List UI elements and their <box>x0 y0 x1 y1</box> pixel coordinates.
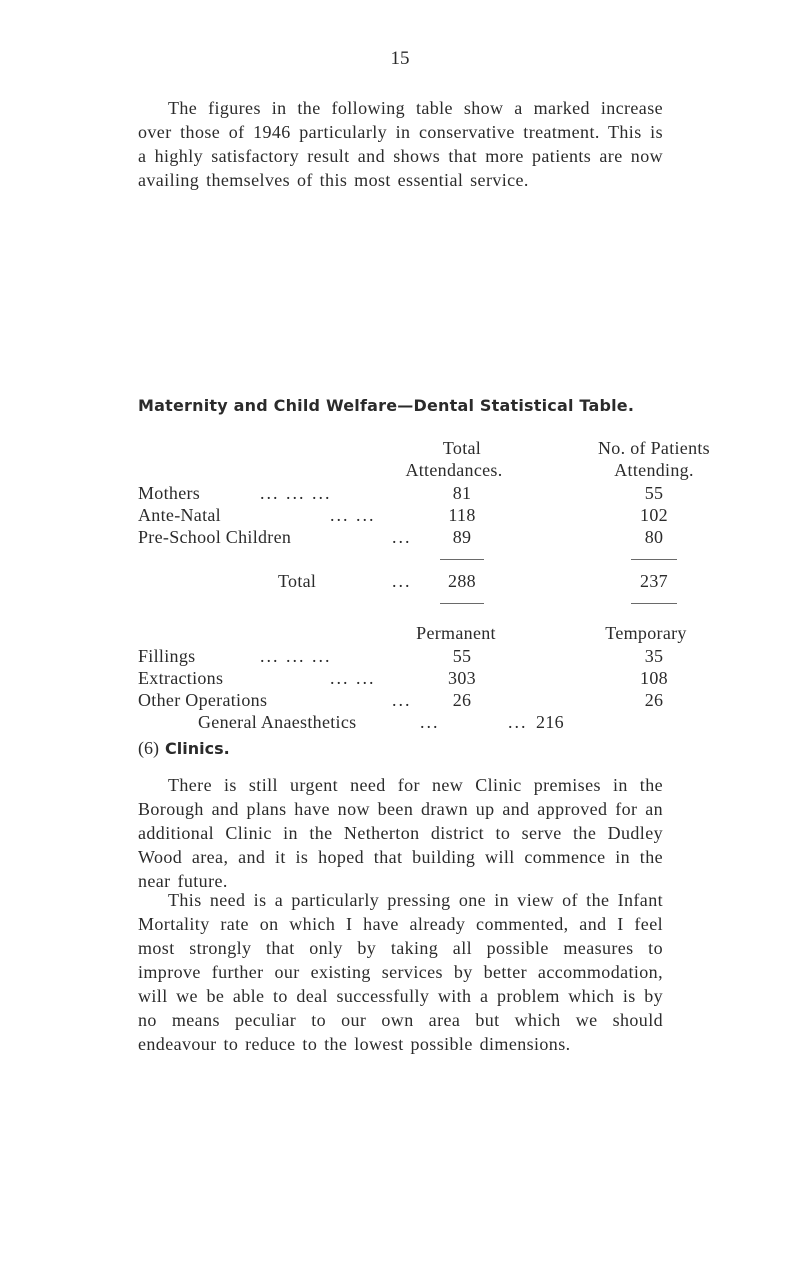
row-leader: ... <box>392 527 412 547</box>
row-leader: ... ... <box>330 668 376 688</box>
header-patients-2: Attending. <box>614 460 694 480</box>
row-permanent: 303 <box>448 668 476 688</box>
clinics-paragraph-1: There is still urgent need for new Clinic premises in the Borough and plans have now been drawn up and approved for an additional Clinic in the Netherton district to serve the Dudley Wood area, and it is hoped that building will commence in the near future. <box>138 775 663 891</box>
total-attendances: 288 <box>448 571 476 591</box>
row-attendances: 118 <box>448 505 476 525</box>
row-attendances: 81 <box>452 483 472 503</box>
header-permanent: Permanent <box>416 623 496 643</box>
row-patients: 55 <box>644 483 664 503</box>
row-label: Mothers <box>138 483 201 503</box>
ga-leader-left: ... <box>420 712 440 732</box>
row-permanent: 55 <box>452 646 472 666</box>
row-attendances: 89 <box>452 527 472 547</box>
sum-rule <box>440 559 484 560</box>
intro-paragraph: The figures in the following table show a marked increase over those of 1946 particularly in conservative treatment. This is a highly satisfactory result and shows that more patients are now availing themselves of this most essential service. <box>138 98 663 190</box>
header-total-attendances-2: Attendances. <box>405 460 503 480</box>
row-label: Extractions <box>138 668 224 688</box>
ga-label: General Anaesthetics <box>198 712 357 732</box>
header-total-attendances-1: Total <box>442 438 482 458</box>
row-temporary: 26 <box>644 690 664 710</box>
ga-leader-right: ... <box>508 712 528 732</box>
sum-rule <box>631 603 677 604</box>
row-leader: ... ... ... <box>260 483 332 503</box>
row-label: Other Operations <box>138 690 268 710</box>
row-patients: 102 <box>640 505 668 525</box>
header-temporary: Temporary <box>605 623 687 643</box>
table-title: Maternity and Child Welfare—Dental Statistical Table. <box>138 396 635 415</box>
header-patients-1: No. of Patients <box>598 438 710 458</box>
page-number: 15 <box>390 48 410 69</box>
row-leader: ... ... <box>330 505 376 525</box>
total-leader: ... <box>392 571 412 591</box>
sum-rule <box>631 559 677 560</box>
row-temporary: 35 <box>644 646 664 666</box>
row-label: Ante-Natal <box>138 505 221 525</box>
sum-rule <box>440 603 484 604</box>
row-temporary: 108 <box>640 668 668 688</box>
clinics-heading <box>138 738 230 759</box>
ga-value: 216 <box>536 712 564 732</box>
row-leader: ... ... ... <box>260 646 332 666</box>
total-patients: 237 <box>640 571 668 591</box>
clinics-paragraph-2: This need is a particularly pressing one in view of the Infant Mortality rate on which I have already commented, and I feel most strongly that only by taking all possible measures to improve further our existing services by better accommodation, will we be able to deal successfully with a problem which is by no means peculiar to our own area but which we should endeavour to reduce to the lowest possible dimensions. <box>138 890 663 1054</box>
row-label: Fillings <box>138 646 196 666</box>
total-label: Total <box>278 571 317 591</box>
row-leader: ... <box>392 690 412 710</box>
section-title: Clinics. <box>165 739 230 758</box>
row-label: Pre-School Children <box>138 527 292 547</box>
row-patients: 80 <box>644 527 664 547</box>
row-permanent: 26 <box>452 690 472 710</box>
section-number: (6) <box>138 738 159 758</box>
